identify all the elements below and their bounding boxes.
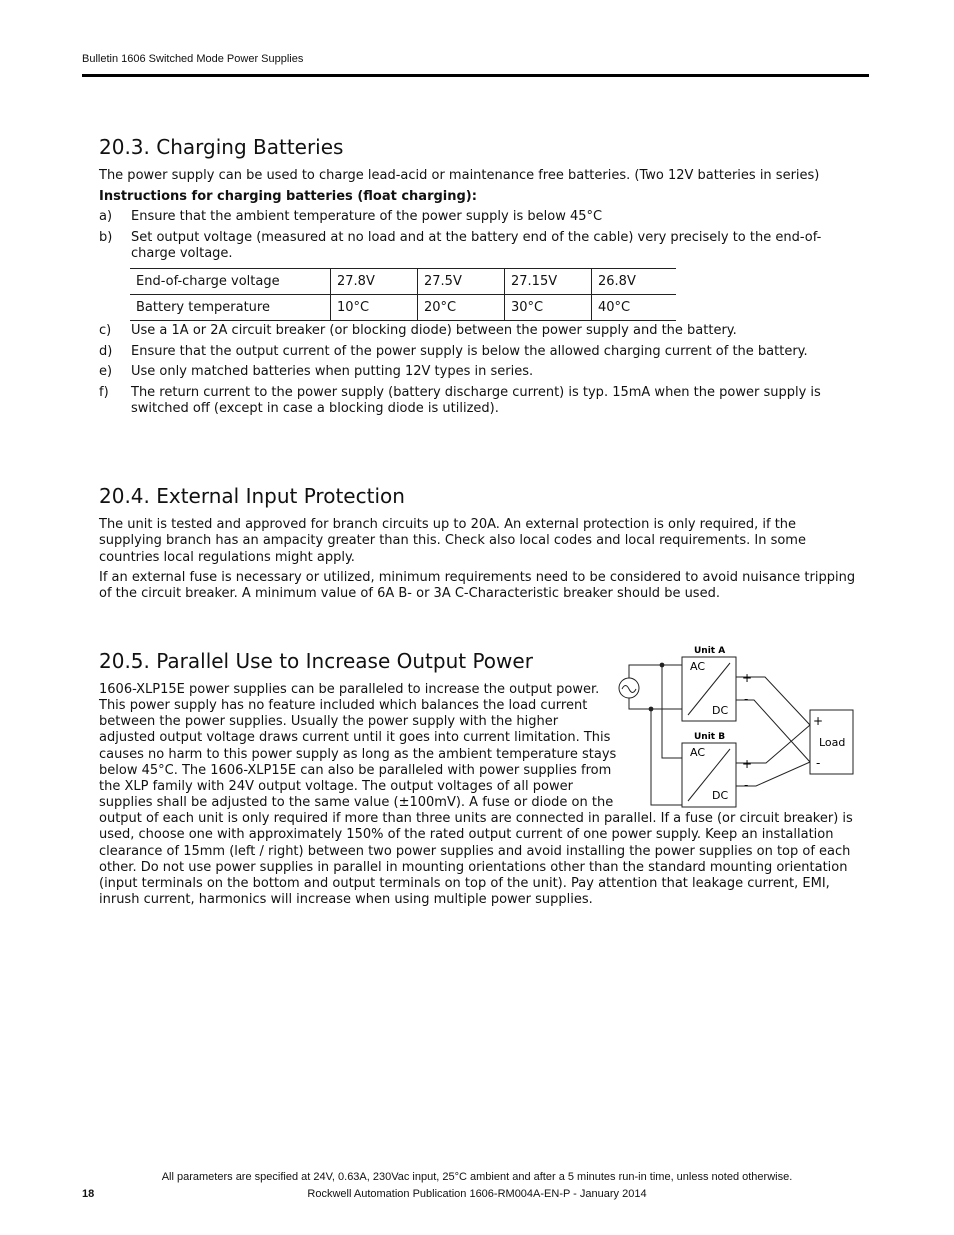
- paragraph-continuation: output of each unit is only required if more than three units are connected in parallel. If a fuse (or circuit breaker) is used, choose one with approximately 150% of the rated output current of one power supply. Keep an installation clearance of 15mm (left / right) between two power supplies and avoid installing the power supplies on top of each other. Do not use power supplies in parallel in mounting orientations other than the standard mounting orientation (input terminals on the bottom and output terminals on top of the unit). Pay attention that leakage current, EMI, inrush current, harmonics will increase when using multiple power supplies.: [99, 811, 853, 908]
- table-cell: 26.8V: [592, 269, 677, 295]
- heading-charging-batteries: 20.3. Charging Batteries: [99, 135, 344, 159]
- load-plus-label: +: [813, 714, 824, 728]
- page-number: 18: [82, 1188, 95, 1200]
- charging-voltage-table: [130, 268, 676, 321]
- table-cell: 27.15V: [505, 269, 592, 295]
- unit-b-ac-label: AC: [690, 746, 706, 759]
- unit-b-dc-label: DC: [712, 789, 729, 802]
- unit-b-plus-label: +: [742, 757, 753, 771]
- table-cell: End-of-charge voltage: [130, 269, 331, 295]
- table-cell: 27.5V: [418, 269, 505, 295]
- list-text: Ensure that the output current of the power supply is below the allowed charging current of the battery.: [131, 344, 808, 359]
- list-text: Use only matched batteries when putting 12V types in series.: [131, 364, 534, 379]
- table-cell: 20°C: [418, 295, 505, 321]
- table-cell: 40°C: [592, 295, 677, 321]
- list-marker: d): [99, 344, 113, 359]
- list-marker: f): [99, 385, 109, 400]
- table-row: [130, 269, 676, 295]
- input-protection-paragraph-1: The unit is tested and approved for branch circuits up to 20A. An external protection is only required, if the supplying branch has an ampacity greater than this. Check also local codes and local requirements. In some countries local regulations might apply.: [99, 517, 806, 565]
- list-text: Use a 1A or 2A circuit breaker (or blocking diode) between the power supply and the battery.: [131, 323, 737, 338]
- unit-a-label: Unit A: [694, 646, 726, 656]
- paragraph-line: supplies shall be adjusted to the same value (±100mV). A fuse or diode on the: [99, 795, 614, 810]
- footer-note: All parameters are specified at 24V, 0.63A, 230Vac input, 25°C ambient and after a 5 minutes run-in time, unless noted otherwise.: [161, 1171, 793, 1183]
- list-text: Ensure that the ambient temperature of the power supply is below 45°C: [131, 209, 603, 224]
- unit-a-minus-label: -: [744, 692, 749, 706]
- list-text: Set output voltage (measured at no load and at the battery end of the cable) very precisely to the end-of-charge voltage.: [131, 230, 822, 262]
- table-cell: 27.8V: [331, 269, 418, 295]
- paragraph-line: causes no harm to this power supply as long as the ambient temperature stays: [99, 747, 617, 762]
- table-cell: 30°C: [505, 295, 592, 321]
- list-marker: e): [99, 364, 113, 379]
- parallel-wiring-diagram: [610, 640, 860, 812]
- list-marker: b): [99, 230, 113, 245]
- footer-publication: Rockwell Automation Publication 1606-RM004A-EN-P - January 2014: [307, 1188, 647, 1200]
- sine-wave-icon: [622, 686, 636, 693]
- table-cell: 10°C: [331, 295, 418, 321]
- paragraph-line: the XLP family with 24V output voltage. The output voltages of all power: [99, 779, 573, 794]
- unit-b-minus-label: -: [744, 778, 749, 792]
- list-text: The return current to the power supply (battery discharge current) is typ. 15mA when the power supply is switched off (except in case a blocking diode is utilized).: [131, 385, 821, 417]
- list-marker: a): [99, 209, 113, 224]
- paragraph-line: adjusted output voltage draws current until it goes into current limitation. This: [99, 730, 611, 745]
- charging-instructions-title: Instructions for charging batteries (float charging):: [99, 189, 477, 204]
- list-marker: c): [99, 323, 112, 338]
- header-rule: [82, 74, 869, 77]
- table-row: [130, 295, 676, 321]
- table-cell: Battery temperature: [130, 295, 331, 321]
- load-label: Load: [819, 736, 846, 749]
- junction-dot: [649, 707, 654, 712]
- unit-a-dc-label: DC: [712, 704, 729, 717]
- load-minus-label: -: [816, 756, 821, 770]
- paragraph-line: This power supply has no feature included which balances the load current: [99, 698, 588, 713]
- paragraph-line: below 45°C. The 1606-XLP15E can also be paralleled with power supplies from: [99, 763, 612, 778]
- paragraph-line: between the power supplies. Usually the power supply with the higher: [99, 714, 559, 729]
- running-header: Bulletin 1606 Switched Mode Power Supplies: [82, 53, 304, 65]
- heading-external-input-protection: 20.4. External Input Protection: [99, 484, 405, 508]
- junction-dot: [660, 663, 665, 668]
- unit-b-label: Unit B: [694, 732, 726, 742]
- paragraph-line: 1606-XLP15E power supplies can be paralleled to increase the output power.: [99, 682, 600, 697]
- unit-a-plus-label: +: [742, 671, 753, 685]
- input-protection-paragraph-2: If an external fuse is necessary or utilized, minimum requirements need to be considered to avoid nuisance tripping of the circuit breaker. A minimum value of 6A B- or 3A C-Characteristic breaker should be used.: [99, 570, 856, 602]
- unit-a-ac-label: AC: [690, 660, 706, 673]
- heading-parallel-use: 20.5. Parallel Use to Increase Output Power: [99, 649, 533, 673]
- charging-intro: The power supply can be used to charge lead-acid or maintenance free batteries. (Two 12V batteries in series): [99, 168, 820, 183]
